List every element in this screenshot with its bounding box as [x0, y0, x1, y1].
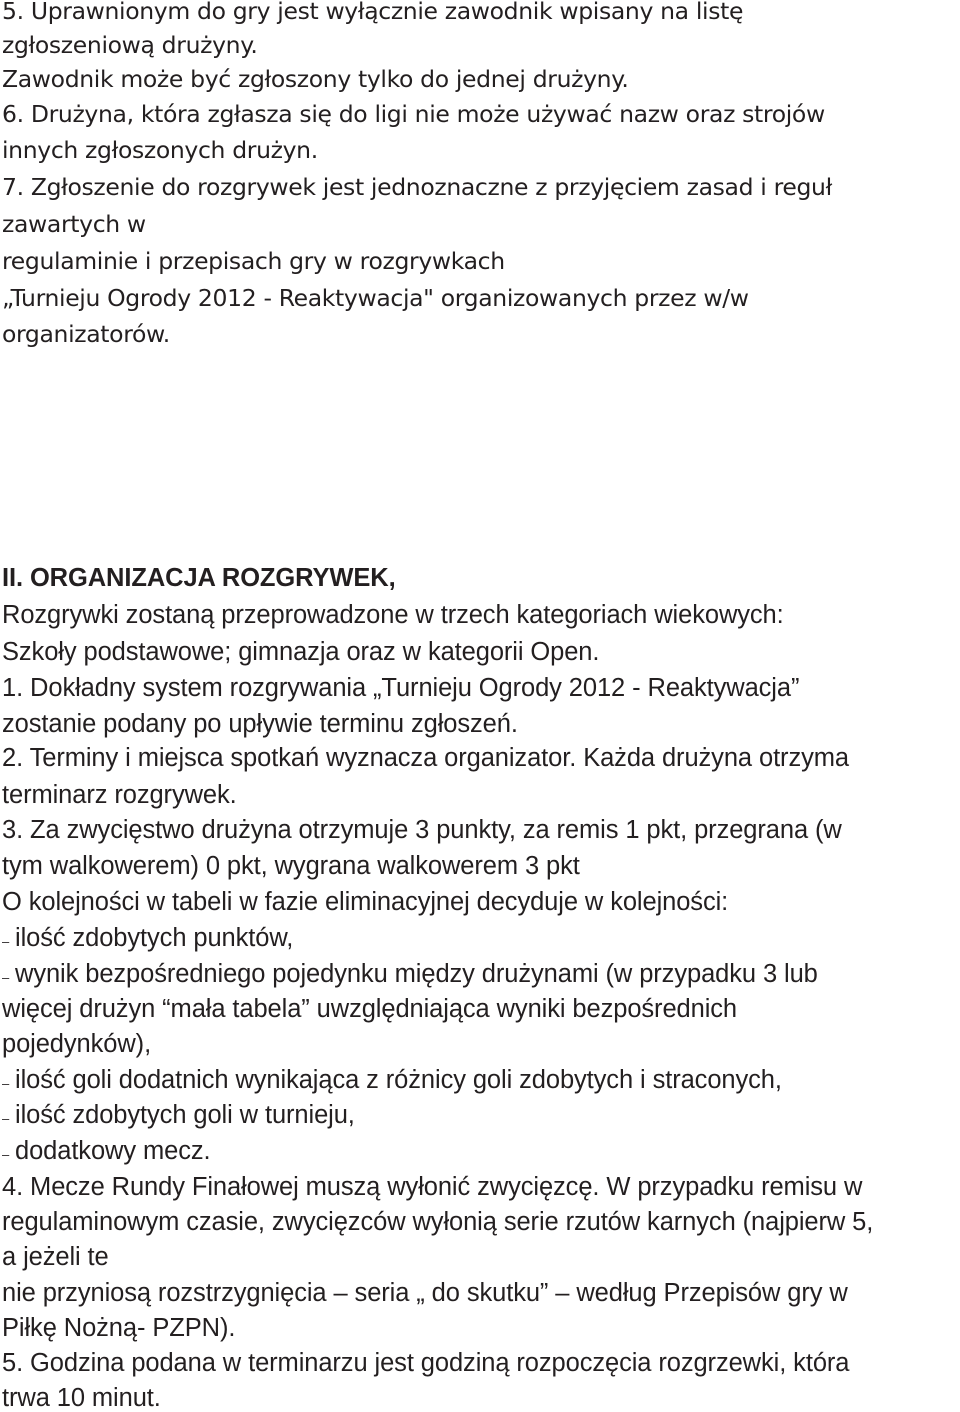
text-line: „Turnieju Ogrody 2012 - Reaktywacja" organizowanych przez w/w [2, 284, 749, 312]
text-line: a jeżeli te [2, 1243, 109, 1271]
text-line: regulaminie i przepisach gry w rozgrywkach [2, 247, 505, 275]
text-line: 2. Terminy i miejsca spotkań wyznacza organizator. Każda drużyna otrzyma [2, 744, 849, 772]
dash-marker: – [2, 970, 10, 985]
text-line: 5. Godzina podana w terminarzu jest godziną rozpoczęcia rozgrzewki, która [2, 1349, 850, 1377]
text-line: 5. Uprawnionym do gry jest wyłącznie zawodnik wpisany na listę [2, 0, 744, 25]
dash-marker: – [2, 1076, 10, 1091]
list-item [2, 1103, 355, 1129]
text-line: trwa 10 minut. [2, 1384, 161, 1412]
dash-marker: – [2, 1111, 10, 1126]
list-item-text: ilość zdobytych goli w turnieju, [15, 1101, 355, 1129]
text-line: 3. Za zwycięstwo drużyna otrzymuje 3 punkty, za remis 1 pkt, przegrana (w [2, 816, 842, 844]
text-line: terminarz rozgrywek. [2, 781, 237, 809]
list-item-text: ilość goli dodatnich wynikająca z różnicy goli zdobytych i straconych, [15, 1066, 782, 1094]
dash-marker: – [2, 934, 10, 949]
text-line: organizatorów. [2, 320, 170, 348]
text-line: 4. Mecze Rundy Finałowej muszą wyłonić zwycięzcę. W przypadku remisu w [2, 1173, 863, 1201]
text-line: Zawodnik może być zgłoszony tylko do jednej drużyny. [2, 65, 629, 93]
list-item-text: dodatkowy mecz. [15, 1137, 211, 1165]
list-item [2, 962, 818, 988]
text-line: Piłkę Nożną- PZPN). [2, 1314, 236, 1342]
section-heading: II. ORGANIZACJA ROZGRYWEK, [2, 564, 396, 592]
list-item [2, 1068, 782, 1094]
dash-marker: – [2, 1147, 10, 1162]
text-line: pojedynków), [2, 1030, 152, 1058]
list-item [2, 1139, 211, 1165]
text-line: zostanie podany po upływie terminu zgłoszeń. [2, 710, 518, 738]
text-line: innych zgłoszonych drużyn. [2, 136, 318, 164]
text-line: Szkoły podstawowe; gimnazja oraz w kategorii Open. [2, 638, 600, 666]
list-item-text: ilość zdobytych punktów, [15, 924, 294, 952]
text-line: nie przyniosą rozstrzygnięcia – seria „ do skutku” – według Przepisów gry w [2, 1279, 848, 1307]
text-line: zgłoszeniową drużyny. [2, 31, 258, 59]
text-line: Rozgrywki zostaną przeprowadzone w trzech kategoriach wiekowych: [2, 601, 784, 629]
text-line: tym walkowerem) 0 pkt, wygrana walkowerem 3 pkt [2, 852, 580, 880]
text-line: 1. Dokładny system rozgrywania „Turnieju Ogrody 2012 - Reaktywacja” [2, 674, 800, 702]
text-line: 7. Zgłoszenie do rozgrywek jest jednoznaczne z przyjęciem zasad i reguł [2, 173, 832, 201]
list-item-text: wynik bezpośredniego pojedynku między drużynami (w przypadku 3 lub [15, 960, 818, 988]
text-line: więcej drużyn “mała tabela” uwzględniająca wyniki bezpośrednich [2, 995, 737, 1023]
text-line: O kolejności w tabeli w fazie eliminacyjnej decyduje w kolejności: [2, 888, 729, 916]
text-line: 6. Drużyna, która zgłasza się do ligi nie może używać nazw oraz strojów [2, 100, 825, 128]
list-item [2, 926, 293, 952]
text-line: regulaminowym czasie, zwycięzców wyłonią serie rzutów karnych (najpierw 5, [2, 1208, 874, 1236]
text-line: zawartych w [2, 210, 146, 238]
